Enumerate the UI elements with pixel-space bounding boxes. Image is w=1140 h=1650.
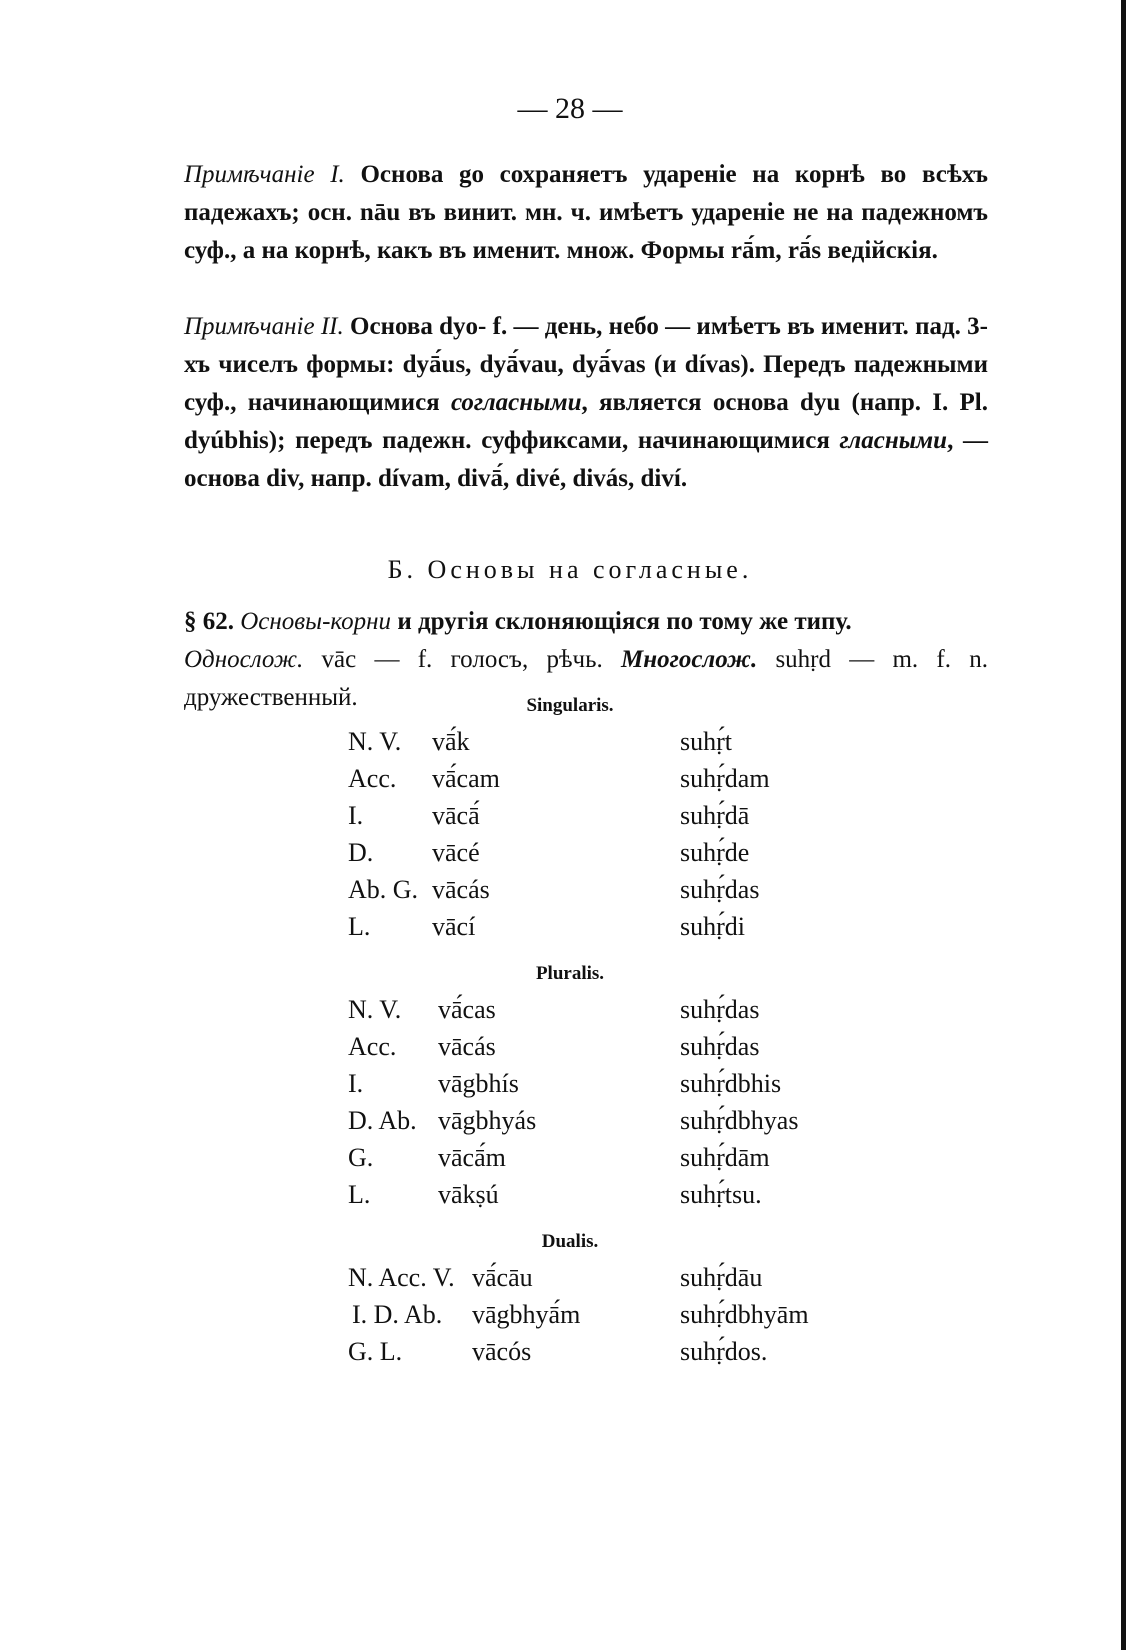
form-vac: vā́k: [432, 727, 470, 756]
form-vac: vāgbhís: [438, 1069, 519, 1098]
form-suhrd: suhṛ́dos.: [680, 1337, 768, 1366]
table-row: [0, 1180, 1140, 1218]
singularis-heading: Singularis.: [526, 695, 614, 716]
form-suhrd: suhṛ́di: [680, 912, 745, 941]
note-2-text-a: Основа dyo- f. — день, небо — имѣетъ въ именит. пад. 3-хъ чиселъ формы: dyā́us, dyā́vau, dyā́vas (и dívas). Передъ падежными суф., начинающимися: [184, 313, 988, 416]
monosyllabic-label: Однослож.: [184, 646, 304, 673]
form-suhrd: suhṛ́de: [680, 838, 750, 867]
table-row: [0, 912, 1140, 950]
table-row: [0, 764, 1140, 802]
case-label: I.: [348, 801, 364, 830]
form-suhrd: suhṛ́dbhyām: [680, 1300, 809, 1329]
pluralis-heading: Pluralis.: [535, 963, 605, 984]
note-2-text-c: , — основа div, напр. dívam, divā́, divé, divás, diví.: [184, 427, 988, 492]
form-vac: vācás: [438, 1032, 496, 1061]
table-row: [0, 727, 1140, 765]
note-2: [184, 308, 988, 498]
table-row: [0, 995, 1140, 1033]
table-row: [0, 801, 1140, 839]
form-suhrd: suhṛ́dā: [680, 801, 750, 830]
case-label: I.: [348, 1069, 364, 1098]
form-suhrd: suhṛ́dam: [680, 764, 770, 793]
form-suhrd: suhṛ́dāu: [680, 1263, 763, 1292]
table-row: [0, 1106, 1140, 1144]
table-row: [0, 1337, 1140, 1375]
form-vac: vā́cam: [432, 764, 500, 793]
case-label: D. Ab.: [348, 1106, 417, 1135]
case-label: L.: [348, 912, 371, 941]
section-heading: Б. Основы на согласные.: [387, 555, 753, 584]
case-label: Acc.: [348, 764, 397, 793]
case-label: G.: [348, 1143, 374, 1172]
form-suhrd: suhṛ́das: [680, 1032, 760, 1061]
page-number: — 28 —: [517, 92, 623, 125]
table-row: [0, 1300, 1140, 1338]
form-vac: vācás: [432, 875, 490, 904]
table-row: [0, 1143, 1140, 1181]
table-row: [0, 1069, 1140, 1107]
note-1-label: Примѣчаніе I.: [184, 161, 345, 188]
form-vac: vā́cāu: [472, 1263, 533, 1292]
dualis-heading: Dualis.: [541, 1231, 599, 1252]
case-label: N. V.: [348, 727, 402, 756]
form-suhrd: suhṛ́das: [680, 995, 760, 1024]
table-row: [0, 1263, 1140, 1301]
note-1-text: Основа go сохраняетъ удареніе на корнѣ во всѣхъ падежахъ; осн. nāu въ винит. мн. ч. имѣетъ удареніе не на падежномъ суф., а на корнѣ, какъ въ именит. множ. Формы rā́m, rā́s ведійскія.: [184, 161, 988, 264]
form-vac: vācós: [472, 1337, 532, 1366]
case-label: Acc.: [348, 1032, 397, 1061]
case-label: Ab. G.: [348, 875, 419, 904]
paragraph-62-text: и другія склоняющіяся по тому же типу.: [391, 608, 852, 635]
form-suhrd: suhṛ́dbhyas: [680, 1106, 799, 1135]
form-suhrd: suhṛ́t: [680, 727, 732, 756]
form-vac: vācā́: [432, 801, 480, 830]
form-vac: vācé: [432, 838, 480, 867]
form-suhrd: suhṛ́tsu.: [680, 1180, 762, 1209]
case-label: N. Acc. V.: [348, 1263, 455, 1292]
table-row: [0, 875, 1140, 913]
table-row: [0, 838, 1140, 876]
note-2-italic-a: согласными: [450, 389, 582, 416]
polysyllabic-text: suhṛd — m. f. n. дружественный.: [184, 646, 988, 711]
polysyllabic-label: Многослож.: [621, 646, 758, 673]
note-2-italic-b: гласными: [839, 427, 948, 454]
case-label: I. D. Ab.: [352, 1300, 443, 1329]
case-label: G. L.: [348, 1337, 403, 1366]
form-vac: vācā́m: [438, 1143, 506, 1172]
paragraph-number: § 62.: [184, 608, 234, 635]
form-suhrd: suhṛ́das: [680, 875, 760, 904]
form-vac: vāgbhyā́m: [472, 1300, 581, 1329]
note-2-text-b: , является основа dyu (напр. I. Pl. dyúbhis); передъ падежн. суффиксами, начинающимися: [184, 389, 988, 454]
case-label: N. V.: [348, 995, 402, 1024]
form-suhrd: suhṛ́dbhis: [680, 1069, 782, 1098]
form-vac: vācí: [432, 912, 476, 941]
case-label: L.: [348, 1180, 371, 1209]
form-vac: vākṣú: [438, 1180, 499, 1209]
form-vac: vāgbhyás: [438, 1106, 537, 1135]
form-vac: vā́cas: [438, 995, 496, 1024]
case-label: D.: [348, 838, 374, 867]
note-1: [184, 156, 988, 270]
table-row: [0, 1032, 1140, 1070]
monosyllabic-text: vāc — f. голосъ, рѣчь.: [303, 646, 621, 673]
paragraph-62-italic: Основы-корни: [234, 608, 392, 635]
note-2-label: Примѣчаніе II.: [184, 313, 344, 340]
form-suhrd: suhṛ́dām: [680, 1143, 770, 1172]
